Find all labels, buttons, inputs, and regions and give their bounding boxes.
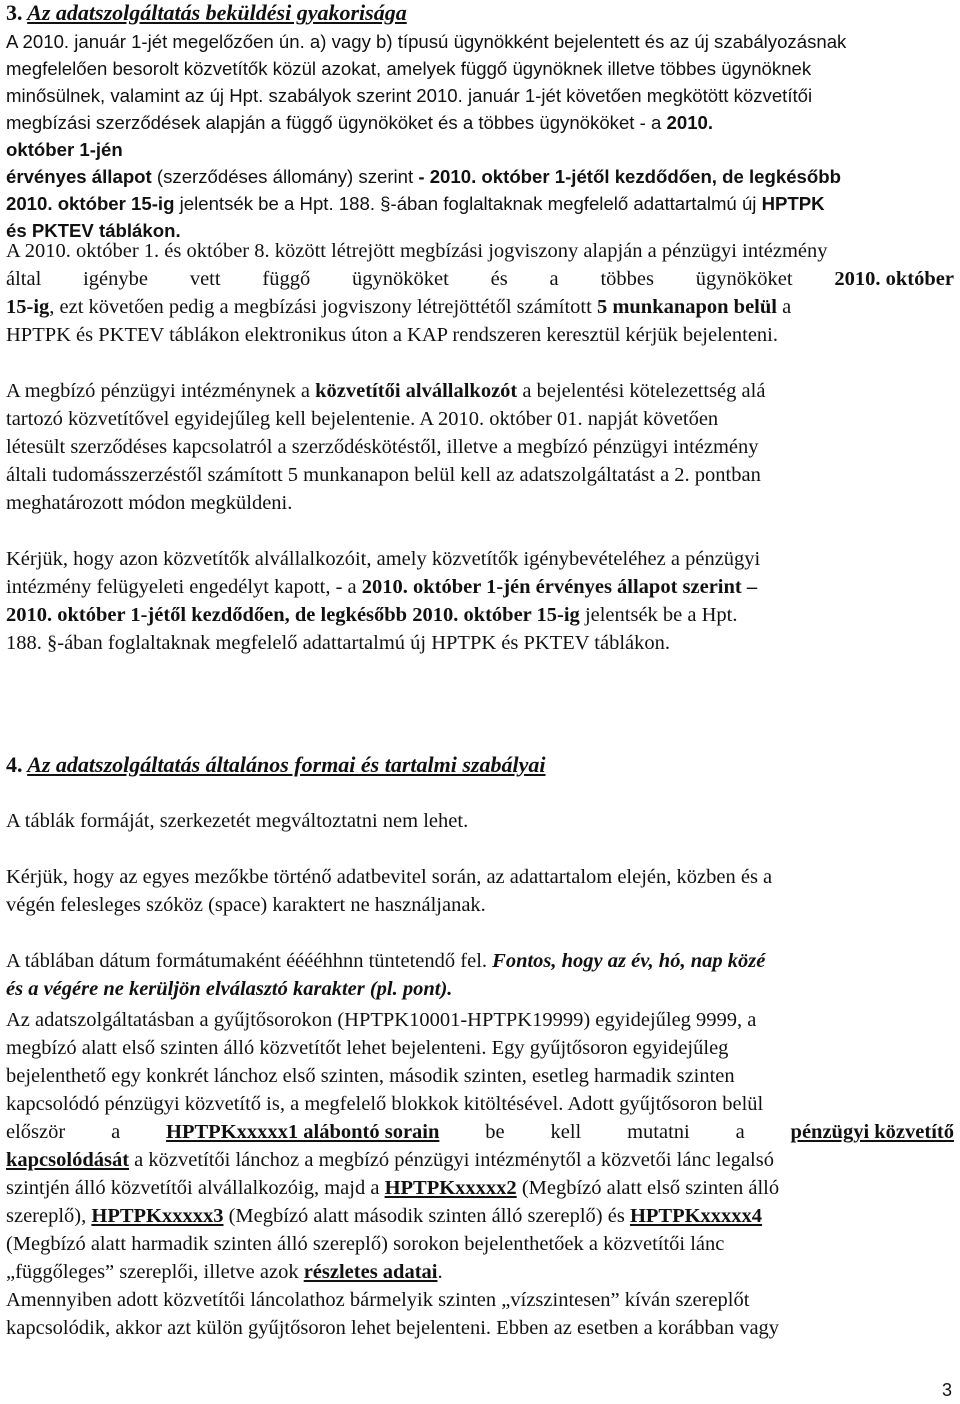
paragraph-4-line <box>6 604 738 627</box>
paragraph-4-line: 188. §-ában foglaltaknak megfelelő adattartalmú új HPTPK és PKTEV táblákon. <box>6 632 670 654</box>
word: többes <box>600 268 654 290</box>
bold-underlined-run: HPTPKxxxxx2 <box>384 1177 517 1199</box>
bold-run: 2010. október 1-jén érvényes állapot szerint – <box>361 576 758 598</box>
text-run: között létrejött megbízási jogviszony alapján a pénzügyi intézmény <box>274 240 828 262</box>
paragraph-2-line: HPTPK és PKTEV táblákon elektronikus úton a KAP rendszeren keresztül kérjük bejelenteni. <box>6 324 778 346</box>
paragraph-6-line: Kérjük, hogy az egyes mezőkbe történő adatbevitel során, az adattartalom elején, közben és a <box>6 866 773 888</box>
word: által <box>6 268 42 290</box>
word: a <box>735 1121 745 1143</box>
text-run: A 2010. október 1. és október 8. <box>6 240 270 262</box>
paragraph-1-line <box>6 220 181 242</box>
paragraph-3-line: meghatározott módon megküldeni. <box>6 492 293 514</box>
paragraph-7-line <box>6 978 452 1001</box>
paragraph-1-line <box>6 139 123 161</box>
text-run: megbízási szerződések alapján a függő ügynököket és a többes ügynököket - a <box>6 112 662 133</box>
paragraph-2-line <box>6 296 791 319</box>
paragraph-3-line: általi tudomásszerzéstől számított 5 munkanapon belül kell az adatszolgáltatást a 2. pontban <box>6 464 761 486</box>
text-run: §-ában foglaltaknak megfelelő adattartalmú új <box>380 193 757 214</box>
paragraph-8-line <box>6 1121 954 1144</box>
bold-run: 15-ig <box>6 296 50 318</box>
paragraph-4-line <box>6 576 757 599</box>
text-run: intézmény felügyeleti engedélyt kapott, - a <box>6 576 357 598</box>
bold-underlined-run: HPTPKxxxxx4 <box>629 1205 763 1227</box>
text-run: , ezt követően pedig a megbízási jogviszony létrejöttétől számított <box>49 296 592 318</box>
paragraph-8-line: megbízó alatt első szinten álló közvetítőt lehet bejelenteni. Egy gyűjtősoron egyidejűleg <box>6 1037 729 1059</box>
bold-run: 2010. október 15-ig <box>6 193 175 214</box>
bold-run: október 1-jén <box>6 139 123 160</box>
paragraph-8-line: Amennyiben adott közvetítői láncolathoz bármelyik szinten „vízszintesen” kíván szereplőt <box>6 1289 750 1311</box>
bold-run: 2010. október 1-jétől kezdődően, de legkésőbb 2010. október 15-ig <box>6 604 580 626</box>
word: vett <box>189 268 221 290</box>
paragraph-8-line <box>6 1149 774 1172</box>
section-4-heading <box>6 752 545 778</box>
bold-run: október 1-jétől kezdődően, de legkésőbb <box>481 166 841 187</box>
page-number: 3 <box>941 1380 952 1400</box>
text-run: jelentsék be a Hpt. <box>584 604 738 626</box>
paragraph-8-line: bejelenthető egy konkrét lánchoz első szinten, második szinten, esetleg harmadik szinten <box>6 1065 735 1087</box>
bold-run: 5 munkanapon belül <box>596 296 777 318</box>
bold-run: közvetítői alvállalkozót <box>315 380 518 402</box>
text-run: (Megbízó alatt első szinten álló <box>521 1177 780 1199</box>
paragraph-8-line: kapcsolódik, akkor azt külön gyűjtősoron lehet bejelenteni. Ebben az esetben a korábban vagy <box>6 1317 780 1339</box>
text-run: a <box>782 296 792 318</box>
word: mutatni <box>627 1121 690 1143</box>
bold-underlined-run: HPTPKxxxxx1 alábontó sorain <box>166 1121 440 1143</box>
paragraph-5-line: A táblák formáját, szerkezetét megváltoztatni nem lehet. <box>6 810 469 832</box>
paragraph-2-line <box>6 268 954 291</box>
section-number: 3. <box>6 0 23 25</box>
text-run: (szerződéses állomány) szerint <box>156 166 414 187</box>
text-run: (Megbízó alatt második szinten álló szereplő) és <box>228 1205 625 1227</box>
text-run: szereplő), <box>6 1205 87 1227</box>
paragraph-1-line <box>6 193 825 215</box>
section-number: 4. <box>6 752 23 777</box>
paragraph-1-line: megfelelően besorolt közvetítők közül azokat, amelyek függő ügynöknek illetve többes ügynöknek <box>6 58 812 79</box>
bold-underlined-run: részletes adatai <box>303 1261 438 1283</box>
word: és <box>490 268 508 290</box>
word: igénybe <box>83 268 149 290</box>
text-run: szintjén álló közvetítői alvállalkozóig, majd a <box>6 1177 380 1199</box>
word: először <box>6 1121 66 1143</box>
word: függő <box>262 268 311 290</box>
paragraph-8-line <box>6 1177 779 1200</box>
section-title: Az adatszolgáltatás beküldési gyakorisága <box>27 0 407 25</box>
text-run: A táblában dátum formátumaként ééééhhnn tüntetendő fel. <box>6 950 488 972</box>
word: ügynököket <box>352 268 449 290</box>
paragraph-8-line: (Megbízó alatt harmadik szinten álló szereplő) sorokon bejelenthetőek a közvetítői lánc <box>6 1233 725 1255</box>
bold-underlined-run: pénzügyi közvetítő <box>790 1121 954 1143</box>
word: a <box>111 1121 121 1143</box>
paragraph-4-line: Kérjük, hogy azon közvetítők alvállalkozóit, amely közvetítők igénybevételéhez a pénzügyi <box>6 548 761 570</box>
paragraph-1-line: minősülnek, valamint az új Hpt. szabályok szerint 2010. január 1-jét követően megkötött közvetítői <box>6 85 813 106</box>
bold-run: - 2010. <box>418 166 477 187</box>
paragraph-1-line <box>6 112 713 134</box>
paragraph-8-line <box>6 1205 762 1228</box>
bold-italic-run: Fontos, hogy az év, hó, nap közé <box>492 950 766 972</box>
bold-run: 2010. <box>666 112 714 133</box>
paragraph-3-line: tartozó közvetítővel egyidejűleg kell bejelentenie. A 2010. október 01. napját követően <box>6 408 719 430</box>
paragraph-1-line <box>6 166 841 188</box>
word: be <box>485 1121 505 1143</box>
paragraph-3-line <box>6 380 765 403</box>
word: ügynököket <box>695 268 793 290</box>
text-run: A megbízó pénzügyi intézménynek a <box>6 380 310 402</box>
text-run: a bejelentési kötelezettség alá <box>522 380 766 402</box>
bold-underlined-run: HPTPKxxxxx3 <box>91 1205 224 1227</box>
word: kell <box>550 1121 582 1143</box>
bold-italic-run: és a végére ne kerüljön elválasztó karakter (pl. pont). <box>6 978 453 1000</box>
bold-run: HPTPK <box>761 193 825 214</box>
text-run: . <box>437 1261 443 1283</box>
paragraph-6-line: végén felesleges szóköz (space) karaktert ne használjanak. <box>6 894 486 916</box>
paragraph-8-line: kapcsolódó pénzügyi közvetítő is, a megfelelő blokkok kitöltésével. Adott gyűjtősoron belül <box>6 1093 764 1115</box>
section-title: Az adatszolgáltatás általános formai és tartalmi szabályai <box>27 752 546 777</box>
paragraph-2-line <box>6 240 828 263</box>
bold-run: érvényes állapot <box>6 166 152 187</box>
paragraph-8-line: Az adatszolgáltatásban a gyűjtősorokon (HPTPK10001-HPTPK19999) egyidejűleg 9999, a <box>6 1009 757 1031</box>
bold-run: 2010. október <box>834 268 954 290</box>
bold-underlined-run: kapcsolódását <box>6 1149 130 1171</box>
text-run: jelentsék be a Hpt. 188. <box>179 193 375 214</box>
text-run: „függőleges” szereplői, illetve azok <box>6 1261 299 1283</box>
word: a <box>549 268 559 290</box>
section-3-heading <box>6 0 407 26</box>
paragraph-1-line: A 2010. január 1-jét megelőzően ún. a) vagy b) típusú ügynökként bejelentett és az új szabályozásnak <box>6 31 847 52</box>
paragraph-3-line: létesült szerződéses kapcsolatról a szerződéskötéstől, illetve a megbízó pénzügyi intézmény <box>6 436 759 458</box>
bold-run: és PKTEV táblákon. <box>6 220 181 241</box>
paragraph-8-line <box>6 1261 443 1284</box>
text-run: a közvetítői lánchoz a megbízó pénzügyi intézménytől a közvetői lánc legalsó <box>134 1149 774 1171</box>
paragraph-7-line <box>6 950 765 973</box>
